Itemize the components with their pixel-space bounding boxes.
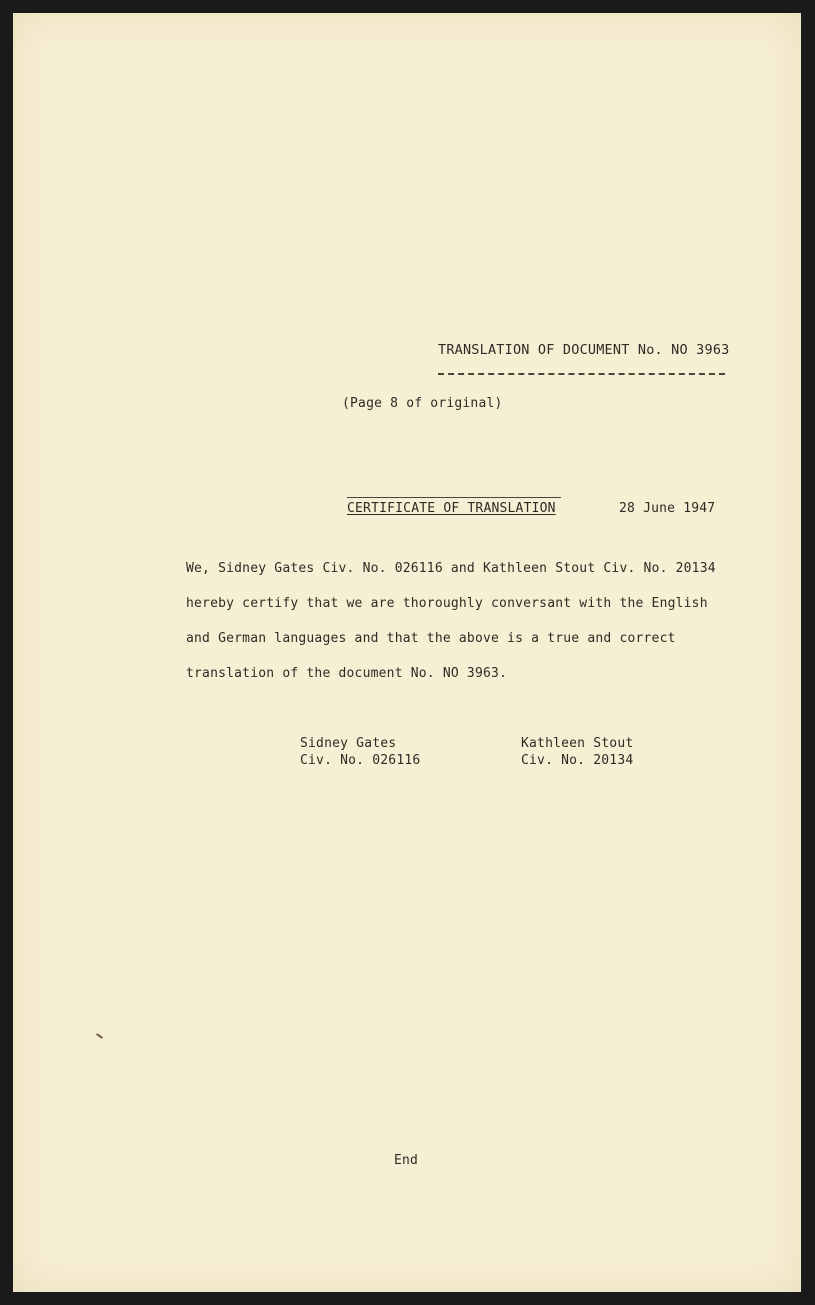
document-heading: TRANSLATION OF DOCUMENT No. NO 3963 — [438, 342, 730, 358]
end-mark: End — [394, 1153, 419, 1168]
signatory-civ-no: Civ. No. 026116 — [300, 753, 421, 768]
signatory-name: Sidney Gates — [300, 736, 397, 751]
signatory-civ-no: Civ. No. 20134 — [521, 753, 634, 768]
body-line: We, Sidney Gates Civ. No. 026116 and Kathleen Stout Civ. No. 20134 — [186, 561, 716, 576]
signatory-block — [300, 735, 420, 769]
document-page — [13, 13, 801, 1292]
certificate-title: CERTIFICATE OF TRANSLATION — [347, 501, 556, 516]
signatory-block — [521, 735, 633, 769]
body-line: hereby certify that we are thoroughly conversant with the English — [186, 596, 708, 611]
signatory-name: Kathleen Stout — [521, 736, 634, 751]
certificate-body — [186, 551, 716, 691]
certificate-date: 28 June 1947 — [619, 501, 716, 516]
body-line: and German languages and that the above is a true and correct — [186, 631, 676, 646]
heading-underline — [438, 373, 725, 375]
certificate-title-overline — [347, 497, 561, 498]
body-line: translation of the document No. NO 3963. — [186, 666, 508, 681]
page-reference: (Page 8 of original) — [342, 396, 503, 411]
stray-ink-mark — [96, 1033, 103, 1039]
